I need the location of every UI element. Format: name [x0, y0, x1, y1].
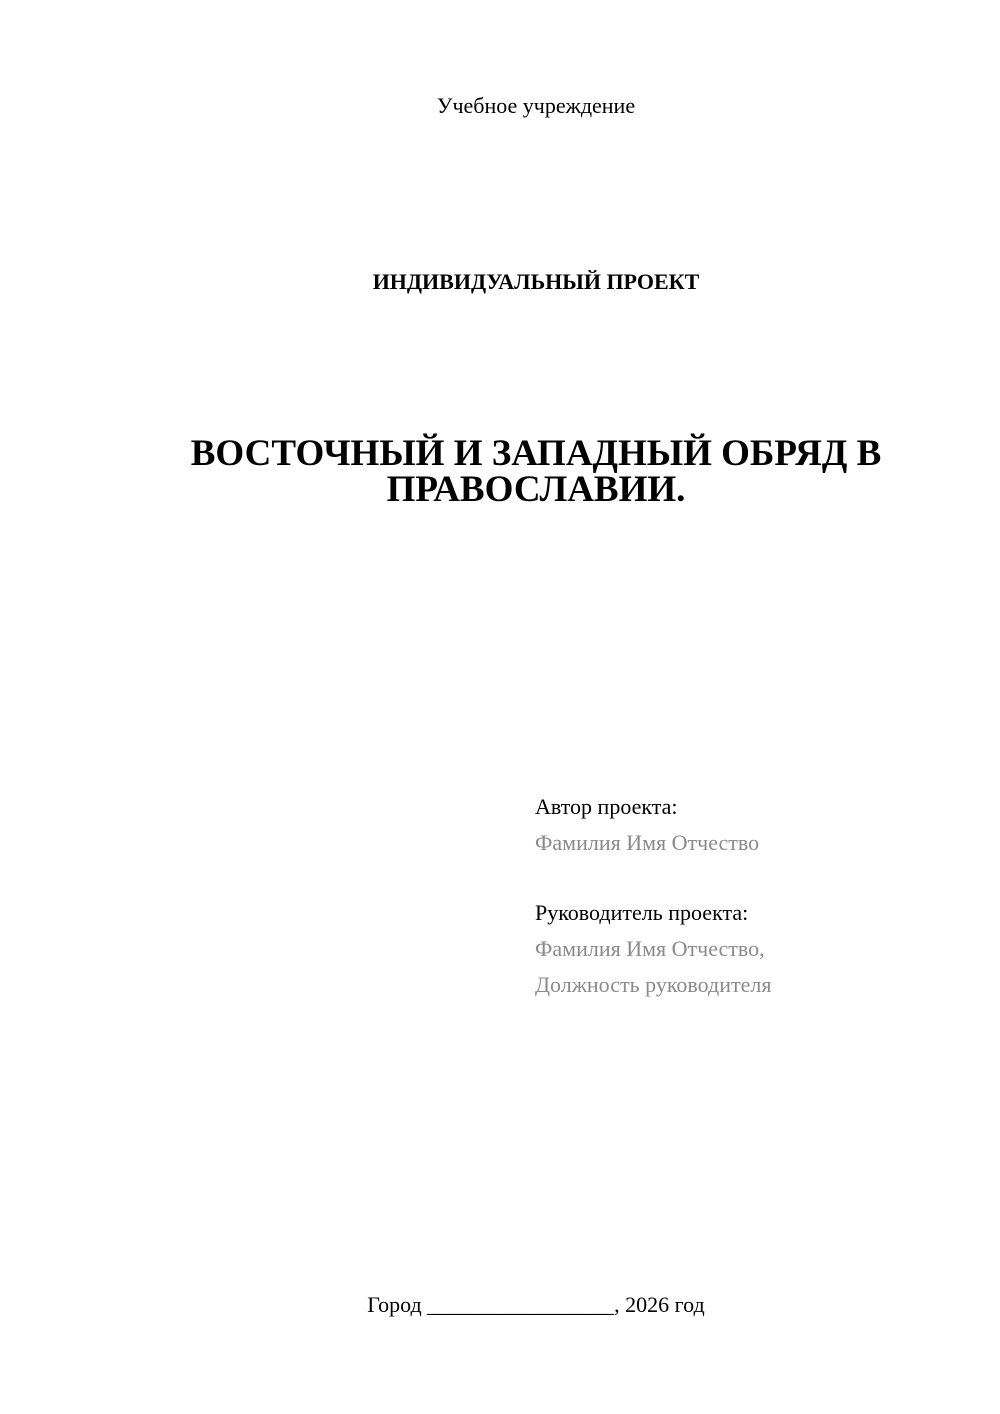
footer-city-year	[0, 1291, 1000, 1319]
institution-name: Учебное учреждение	[436, 93, 636, 118]
project-type-heading: ИНДИВИДУАЛЬНЫЙ ПРОЕКТ	[372, 269, 700, 294]
supervisor-position: Должность руководителя	[535, 972, 772, 997]
city-label: Город	[367, 1292, 422, 1317]
project-title-line-2: ПРАВОСЛАВИИ.	[386, 469, 686, 510]
city-blank: _________________	[427, 1292, 615, 1317]
year-text: , 2026 год	[614, 1292, 705, 1317]
project-title	[150, 433, 922, 510]
author-name: Фамилия Имя Отчество	[535, 830, 760, 855]
project-title-line-1: ВОСТОЧНЫЙ И ЗАПАДНЫЙ ОБРЯД В	[190, 433, 882, 474]
credits-block	[535, 789, 975, 1003]
supervisor-name: Фамилия Имя Отчество,	[535, 936, 765, 961]
credits-spacer	[535, 861, 975, 895]
supervisor-label: Руководитель проекта:	[535, 900, 749, 925]
author-label: Автор проекта:	[535, 794, 678, 819]
